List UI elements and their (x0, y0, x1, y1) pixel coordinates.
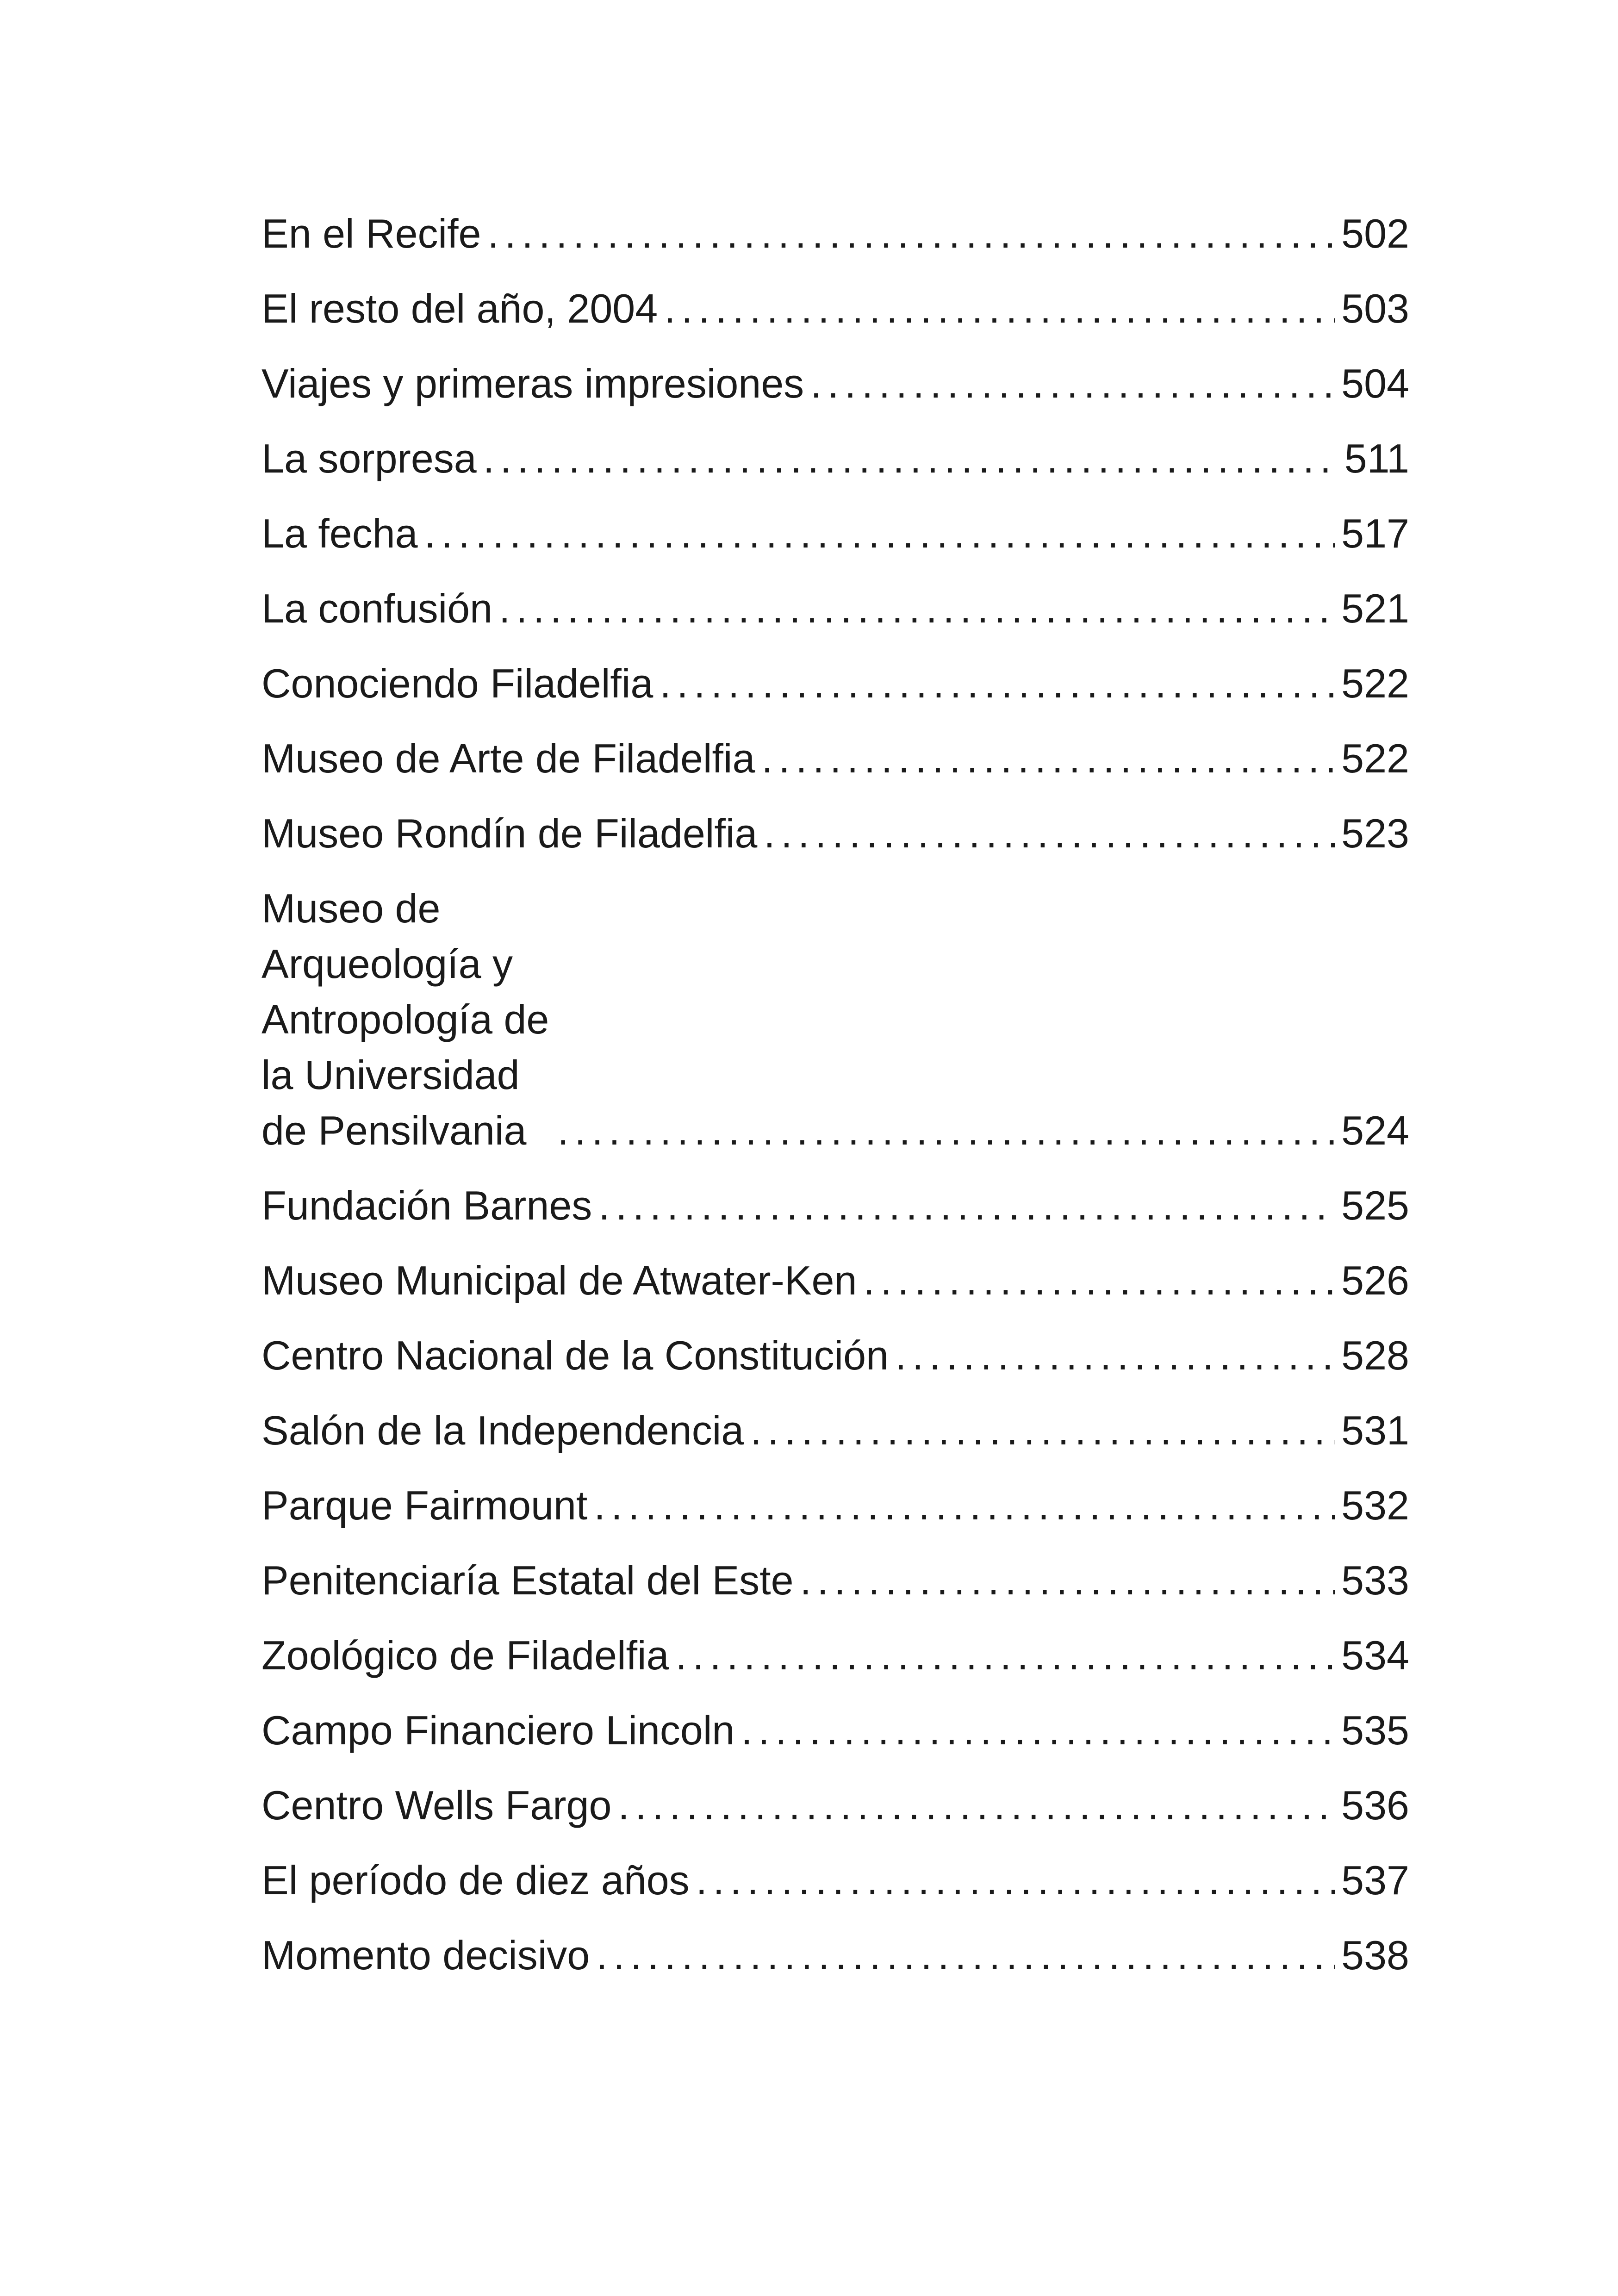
toc-entry[interactable] (261, 656, 1409, 711)
toc-entry[interactable] (261, 431, 1409, 486)
toc-entry-title: Zoológico de Filadelfia (261, 1632, 669, 1678)
dot-leader (696, 1853, 1335, 1908)
toc-entry[interactable] (261, 881, 1409, 1158)
toc-entry-title: Museo Municipal de Atwater-Ken (261, 1257, 857, 1303)
toc-entry-page: 536 (1341, 1782, 1409, 1828)
toc-entry-page: 525 (1341, 1182, 1409, 1228)
dot-leader (499, 581, 1335, 636)
toc-entry-title: El resto del año, 2004 (261, 286, 658, 331)
toc-entry-title: Parque Fairmount (261, 1482, 588, 1528)
toc-entry-page: 524 (1341, 1108, 1409, 1153)
toc-entry[interactable] (261, 1253, 1409, 1308)
toc-entry-title: Salón de la Independencia (261, 1407, 744, 1453)
dot-leader (863, 1253, 1335, 1308)
toc-entry[interactable] (261, 1403, 1409, 1458)
toc-entry-page: 522 (1341, 660, 1409, 706)
toc-entry-title: Conociendo Filadelfia (261, 660, 653, 706)
toc-entry-title: Viajes y primeras impresiones (261, 361, 804, 406)
dot-leader (558, 1103, 1335, 1158)
toc-entry[interactable] (261, 731, 1409, 786)
toc-entry-title: La confusión (261, 585, 493, 631)
toc-entry-page: 511 (1344, 436, 1409, 481)
toc-entry-page: 531 (1341, 1407, 1409, 1453)
toc-entry[interactable] (261, 806, 1409, 861)
dot-leader (598, 1178, 1335, 1233)
toc-entry-page: 502 (1341, 211, 1409, 256)
toc-entry[interactable] (261, 1328, 1409, 1383)
toc-entry-title: Campo Financiero Lincoln (261, 1707, 735, 1753)
toc-entry-page: 532 (1341, 1482, 1409, 1528)
toc-entry-title: Centro Nacional de la Constitución (261, 1332, 889, 1378)
dot-leader (596, 1928, 1335, 1983)
dot-leader (750, 1403, 1335, 1458)
toc-entry-page: 503 (1341, 286, 1409, 331)
toc-entry-title: Museo de Arte de Filadelfia (261, 735, 755, 781)
toc-entry-page: 537 (1341, 1857, 1409, 1903)
table-of-contents (261, 206, 1409, 2003)
dot-leader (741, 1703, 1335, 1758)
toc-entry[interactable] (261, 1853, 1409, 1908)
dot-leader (761, 731, 1335, 786)
toc-entry[interactable] (261, 1928, 1409, 1983)
toc-entry-title: Museo de Arqueología y Antropología de la Universidad de Pensilvania (261, 885, 549, 1153)
toc-entry[interactable] (261, 1553, 1409, 1608)
toc-entry-title: Museo Rondín de Filadelfia (261, 810, 758, 856)
toc-entry-page: 522 (1341, 735, 1409, 781)
toc-entry-title: Penitenciaría Estatal del Este (261, 1557, 794, 1603)
dot-leader (895, 1328, 1335, 1383)
toc-entry-title: En el Recife (261, 211, 481, 256)
toc-entry[interactable] (261, 1778, 1409, 1833)
toc-entry[interactable] (261, 1178, 1409, 1233)
dot-leader (618, 1778, 1335, 1833)
toc-entry-page: 517 (1341, 510, 1409, 556)
dot-leader (594, 1478, 1335, 1533)
toc-entry-title: La fecha (261, 510, 418, 556)
dot-leader (676, 1628, 1335, 1683)
toc-entry[interactable] (261, 206, 1409, 261)
toc-entry-page: 533 (1341, 1557, 1409, 1603)
toc-entry[interactable] (261, 506, 1409, 561)
toc-entry-page: 523 (1341, 810, 1409, 856)
dot-leader (487, 206, 1335, 261)
toc-entry[interactable] (261, 1703, 1409, 1758)
toc-entry[interactable] (261, 1478, 1409, 1533)
toc-entry-title: El período de diez años (261, 1857, 690, 1903)
toc-entry-page: 521 (1341, 585, 1409, 631)
toc-entry-title: Fundación Barnes (261, 1182, 592, 1228)
dot-leader (800, 1553, 1335, 1608)
dot-leader (764, 806, 1335, 861)
dot-leader (483, 431, 1338, 486)
toc-entry-title: Centro Wells Fargo (261, 1782, 612, 1828)
dot-leader (424, 506, 1335, 561)
toc-entry-title: Momento decisivo (261, 1932, 590, 1978)
toc-entry-page: 538 (1341, 1932, 1409, 1978)
toc-entry[interactable] (261, 356, 1409, 411)
dot-leader (810, 356, 1335, 411)
toc-entry[interactable] (261, 581, 1409, 636)
toc-entry-title: La sorpresa (261, 436, 477, 481)
dot-leader (664, 281, 1335, 336)
toc-entry[interactable] (261, 1628, 1409, 1683)
toc-entry-page: 528 (1341, 1332, 1409, 1378)
dot-leader (660, 656, 1335, 711)
toc-entry-page: 535 (1341, 1707, 1409, 1753)
toc-entry-page: 504 (1341, 361, 1409, 406)
toc-entry[interactable] (261, 281, 1409, 336)
toc-entry-page: 526 (1341, 1257, 1409, 1303)
toc-entry-page: 534 (1341, 1632, 1409, 1678)
